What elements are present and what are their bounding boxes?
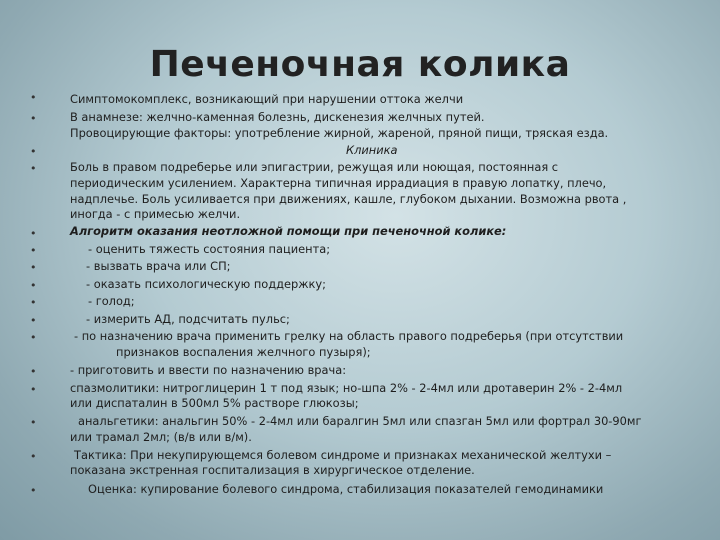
bullet-marker: •	[30, 112, 37, 125]
clinic-heading: Клиника	[346, 143, 398, 157]
clinic-text-line: иногда - с примесью желчи.	[70, 207, 241, 221]
bullet-marker: •	[30, 416, 37, 429]
tactics-line: показана экстренная госпитализация в хирургическое отделение.	[70, 463, 475, 477]
antispasmodics-line: спазмолитики: нитроглицерин 1 т под язык; но-шпа 2% - 2-4мл или дротаверин 2% - 2-4мл	[70, 381, 623, 395]
algorithm-step: - измерить АД, подсчитать пульс;	[86, 312, 290, 326]
bullet-marker: •	[30, 145, 37, 158]
analgesics-line: или трамал 2мл; (в/в или в/м).	[70, 430, 252, 444]
tactics-line: Тактика: При некупирующемся болевом синдроме и признаках механической желтухи –	[74, 448, 612, 462]
clinic-text-line: надплечье. Боль усиливается при движениях, кашле, глубоком дыхании. Возможна рвота ,	[70, 192, 627, 206]
bullet-marker: •	[30, 484, 37, 497]
algorithm-step: - голод;	[88, 294, 135, 308]
algorithm-step: - оценить тяжесть состояния пациента;	[88, 242, 331, 256]
bullet-marker: •	[30, 314, 37, 327]
anamnesis-line: В анамнезе: желчно-каменная болезнь, дискенезия желчных путей.	[70, 110, 485, 124]
bullet-marker: •	[30, 244, 37, 257]
analgesics-line: анальгетики: анальгин 50% - 2-4мл или баралгин 5мл или спазган 5мл или фортрал 30-90мг	[78, 414, 642, 428]
clinic-text-line: периодическим усилением. Характерна типичная иррадиация в правую лопатку, плечо,	[70, 176, 607, 190]
antispasmodics-line: или диспаталин в 500мл 5% растворе глюкозы;	[70, 396, 359, 410]
algorithm-step-continued: признаков воспаления желчного пузыря);	[116, 345, 371, 359]
bullet-marker: •	[30, 331, 37, 344]
bullet-marker: •	[30, 162, 37, 175]
algorithm-step: - по назначению врача применить грелку на область правого подреберья (при отсутствии	[74, 329, 624, 343]
bullet-marker: •	[30, 91, 37, 104]
bullet-marker: •	[30, 279, 37, 292]
definition-line: Симптомокомплекс, возникающий при нарушении оттока желчи	[70, 92, 464, 106]
algorithm-heading: Алгоритм оказания неотложной помощи при печеночной колике:	[70, 224, 507, 238]
bullet-marker: •	[30, 296, 37, 309]
bullet-marker: •	[30, 450, 37, 463]
algorithm-step: - оказать психологическую поддержку;	[86, 277, 326, 291]
bullet-marker: •	[30, 261, 37, 274]
clinic-text-line: Боль в правом подреберье или эпигастрии, режущая или ноющая, постоянная с	[70, 160, 559, 174]
bullet-marker: •	[30, 383, 37, 396]
bullet-marker: •	[30, 227, 37, 240]
algorithm-step: - вызвать врача или СП;	[86, 259, 231, 273]
bullet-marker: •	[30, 365, 37, 378]
assessment-line: Оценка: купирование болевого синдрома, стабилизация показателей гемодинамики	[88, 482, 604, 496]
slide-title: Печеночная колика	[149, 44, 571, 85]
algorithm-step: - приготовить и ввести по назначению врача:	[70, 363, 347, 377]
triggers-line: Провоцирующие факторы: употребление жирной, жареной, пряной пищи, тряская езда.	[70, 126, 609, 140]
